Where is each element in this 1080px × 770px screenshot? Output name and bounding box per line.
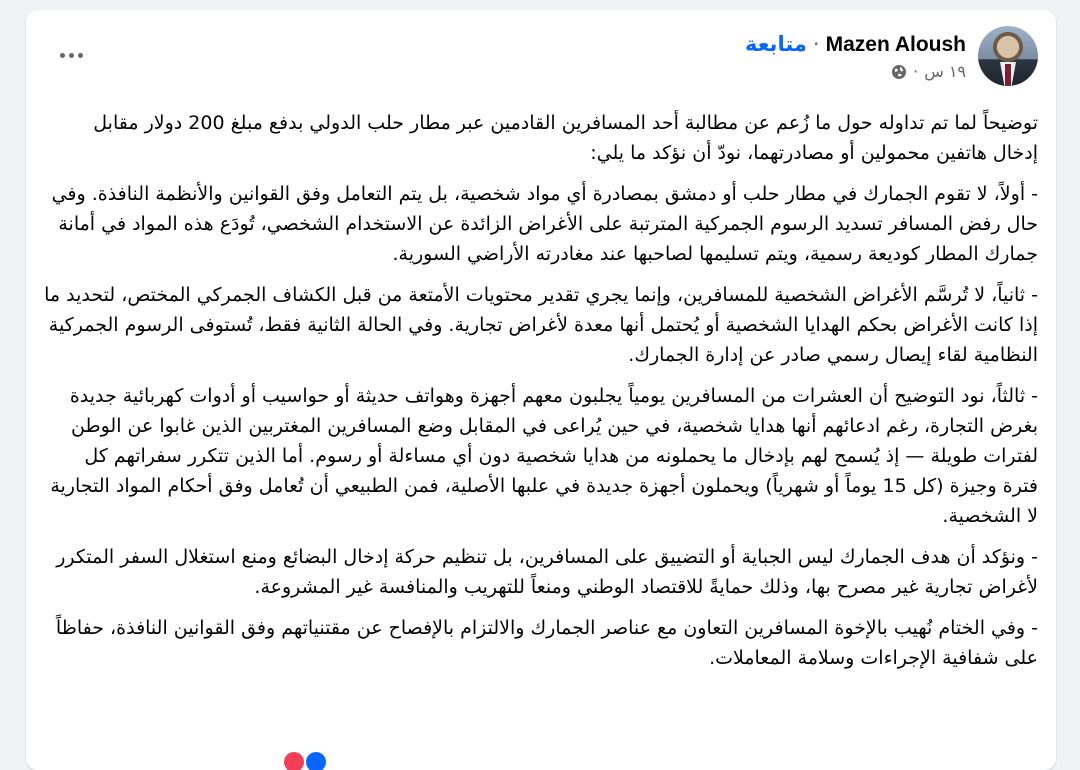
like-reaction-icon	[306, 752, 326, 770]
post-body	[44, 108, 1038, 684]
more-options-icon[interactable]	[54, 46, 88, 64]
post-header	[745, 26, 1038, 86]
avatar-tie	[1005, 64, 1011, 86]
post-paragraph: - ثانياً، لا تُرسَّم الأغراض الشخصية للمسافرين، وإنما يجري تقدير محتويات الأمتعة من قبل الكشاف الجمركي المختص، لتحديد ما إذا كانت الأغراض بحكم الهدايا الشخصية أو يُحتمل أنها معدة لأغراض تجارية. وفي الحالة الثانية فقط، تُستوفى الرسوم الجمركية النظامية لقاء إيصال رسمي صادر عن إدارة الجمارك.	[44, 284, 1038, 366]
post-time[interactable]: ١٩ س	[924, 62, 966, 81]
love-reaction-icon	[284, 752, 304, 770]
author-block	[745, 31, 966, 81]
post-paragraph: توضيحاً لما تم تداوله حول ما زُعم عن مطالبة أحد المسافرين القادمين عبر مطار حلب الدولي بدفع مبلغ 200 دولار مقابل إدخال هاتفين محمولين أو مصادرتهما، نودّ أن نؤكد ما يلي:	[93, 112, 1038, 164]
follow-button[interactable]: متابعة	[744, 32, 807, 56]
name-separator: ·	[812, 32, 820, 56]
globe-icon[interactable]	[891, 64, 907, 80]
author-line	[745, 31, 966, 58]
post-paragraph: - أولاً، لا تقوم الجمارك في مطار حلب أو دمشق بمصادرة أي مواد شخصية، بل يتم التعامل وفق القوانين والأنظمة النافذة. وفي حال رفض المسافر تسديد الرسوم الجمركية المترتبة على الأغراض الزائدة عن الاستخدام الشخصي، تُودَع هذه المواد في أمانة جمارك المطار كوديعة رسمية، ويتم تسليمها لصاحبها عند مغادرته الأراضي السورية.	[51, 183, 1038, 265]
author-name[interactable]: Mazen Aloush	[825, 33, 966, 56]
reaction-icons[interactable]	[284, 752, 326, 770]
post-paragraph: - وفي الختام نُهيب بالإخوة المسافرين التعاون مع عناصر الجمارك والالتزام بالإفصاح عن مقتنياتهم وفق القوانين النافذة، حفاظاً على شفافية الإجراءات وسلامة المعاملات.	[55, 617, 1038, 669]
post-paragraph: - ثالثاً، نود التوضيح أن العشرات من المسافرين يومياً يجلبون معهم أجهزة وهواتف حديثة أو حواسيب أو أدوات كهربائية جديدة بغرض التجارة، رغم ادعائهم أنها هدايا شخصية، في حين يُراعى في المقابل وضع المسافرين المغتربين الذين غابوا عن الوطن لفترات طويلة — إذ يُسمح لهم بإدخال ما يحملونه من هدايا شخصية دون أي مساءلة أو رسوم. أما الذين تتكرر سفراتهم كل فترة وجيزة (كل 15 يوماً أو شهرياً) ويحملون أجهزة جديدة في علبها الأصلية، فمن الطبيعي أن تُعامل وفق أحكام المواد التجارية لا الشخصية.	[50, 385, 1038, 527]
post-paragraph: - ونؤكد أن هدف الجمارك ليس الجباية أو التضييق على المسافرين، بل تنظيم حركة إدخال البضائع ومنع استغلال السفر المتكرر لأغراض تجارية غير مصرح بها، وذلك حمايةً للاقتصاد الوطني ومنعاً للتهريب والمنافسة غير المشروعة.	[56, 546, 1038, 598]
post-meta	[745, 62, 966, 81]
avatar[interactable]	[978, 26, 1038, 86]
meta-separator: ·	[913, 62, 919, 81]
post-card	[26, 10, 1056, 770]
